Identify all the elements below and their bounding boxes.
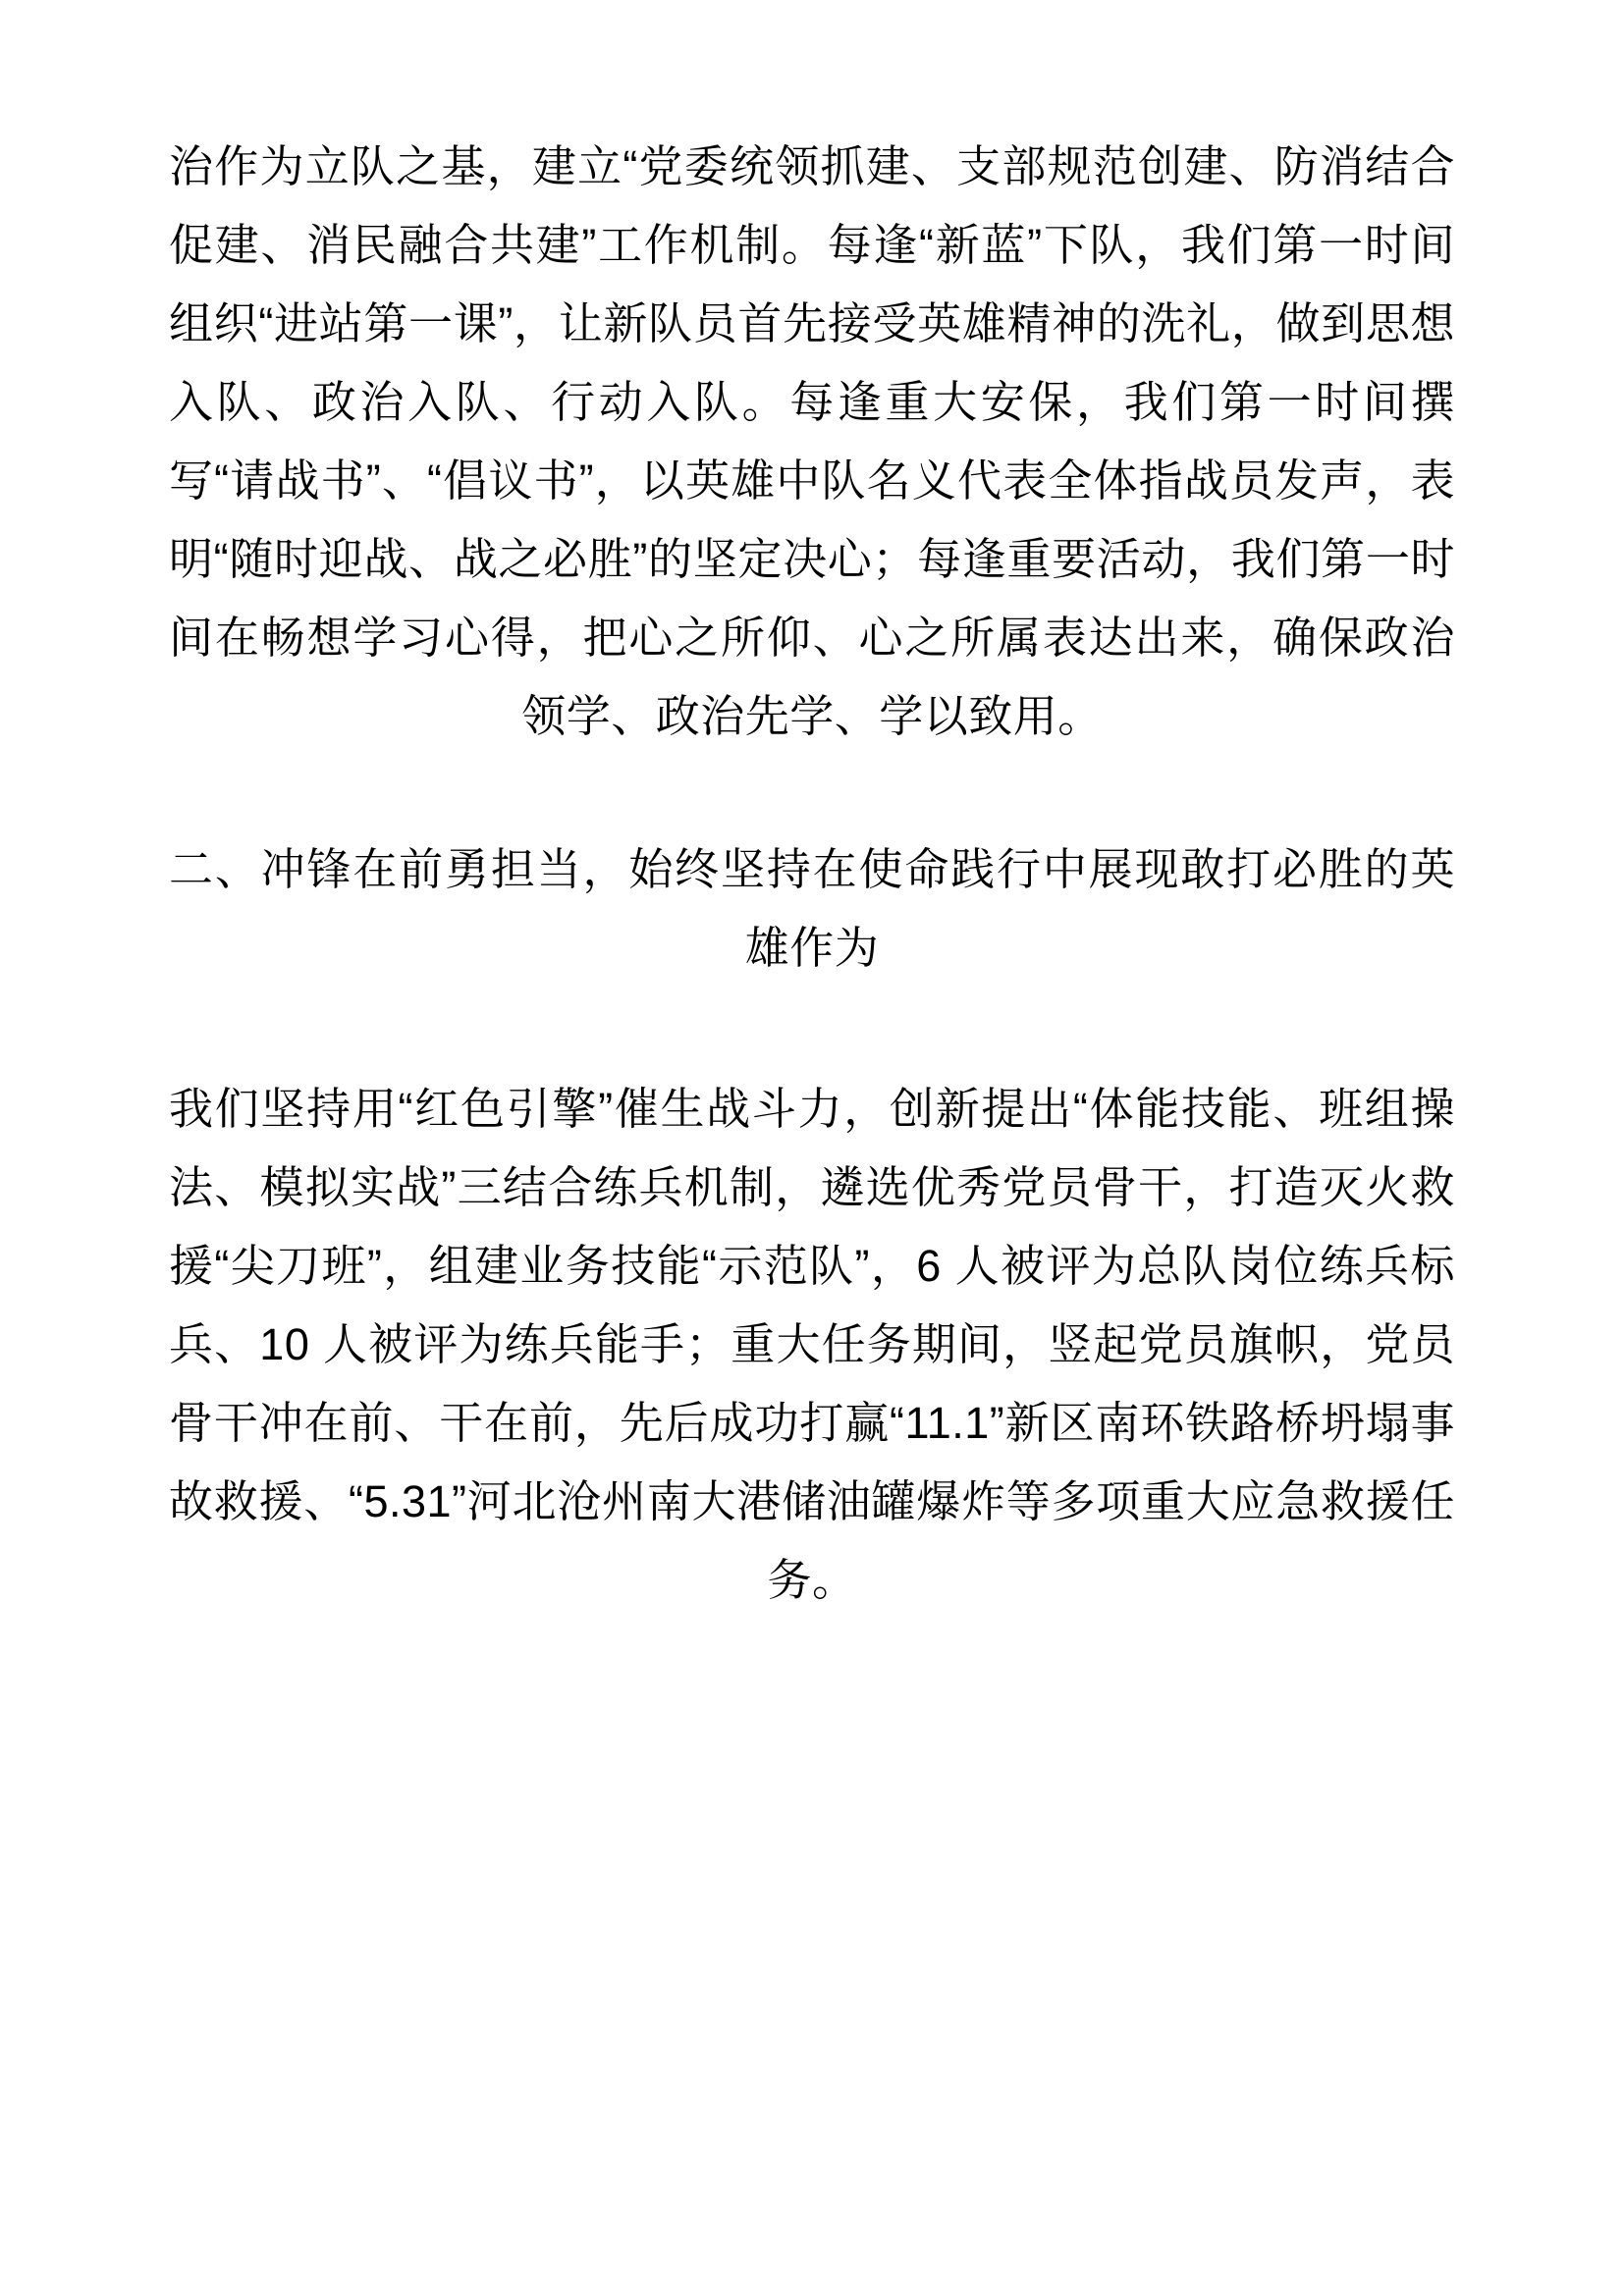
paragraph-spacer-1 bbox=[169, 756, 1455, 830]
heading-spacer bbox=[169, 988, 1455, 1070]
body-paragraph-1: 治作为立队之基，建立“党委统领抓建、支部规范创建、防消结合促建、消民融合共建”工作机制。每逢“新蓝”下队，我们第一时间组织“进站第一课”，让新队员首先接受英雄精神的洗礼，做到思想入队、政治入队、行动入队。每逢重大安保，我们第一时间撰写“请战书”、“倡议书”，以英雄中队名义代表全体指战员发声，表明“随时迎战、战之必胜”的坚定决心；每逢重要活动，我们第一时间在畅想学习心得，把心之所仰、心之所属表达出来，确保政治领学、政治先学、学以致用。 bbox=[169, 141, 1455, 741]
section-heading-2: 二、冲锋在前勇担当，始终坚持在使命践行中展现敢打必胜的英雄作为 bbox=[169, 844, 1455, 973]
body-paragraph-2: 我们坚持用“红色引擎”催生战斗力，创新提出“体能技能、班组操法、模拟实战”三结合练兵机制，遴选优秀党员骨干，打造灭火救援“尖刀班”，组建业务技能“示范队”，6 人被评为总队岗位练兵标兵、10 人被评为练兵能手；重大任务期间，竖起党员旗帜，党员骨干冲在前、干在前，先后成功打赢“11.1”新区南环铁路桥坍塌事故救援、“5.31”河北沧州南大港储油罐爆炸等多项重大应急救援任务。 bbox=[169, 1084, 1455, 1605]
document-content bbox=[169, 128, 1455, 1620]
